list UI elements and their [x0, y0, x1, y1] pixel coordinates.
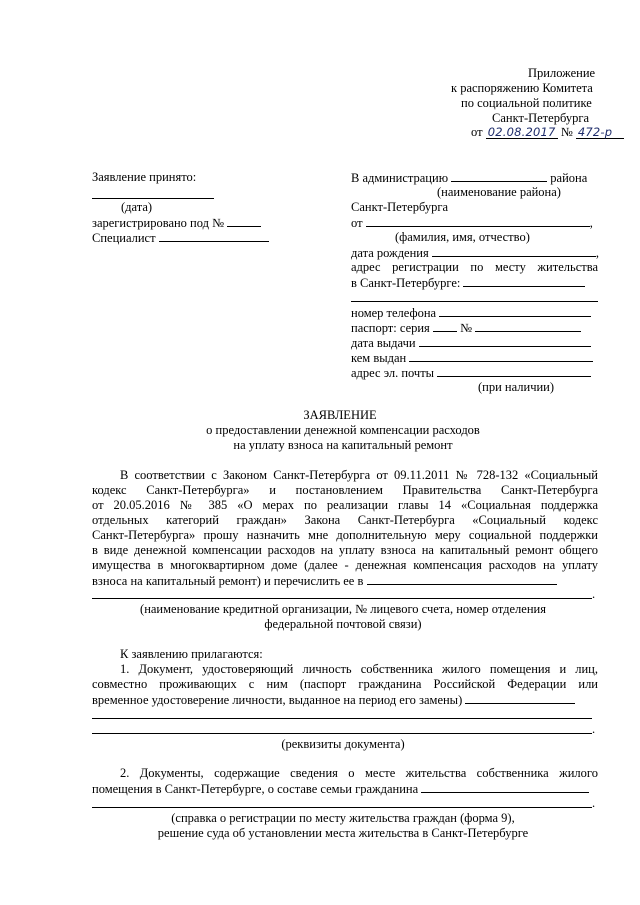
- title-main: ЗАЯВЛЕНИЕ: [303, 408, 377, 422]
- item1-line-period: .: [592, 722, 596, 736]
- birth-line: дата рождения ,: [351, 246, 599, 260]
- specialist-line: Специалист: [92, 230, 269, 246]
- from-line: от ,: [351, 216, 593, 230]
- fio-caption: (фамилия, имя, отчество): [395, 230, 530, 244]
- order-number-prefix: №: [560, 125, 573, 139]
- passport-number-field[interactable]: [475, 320, 581, 332]
- passport-line: паспорт: серия №: [351, 320, 581, 336]
- body-line-8: взноса на капитальный ремонт) и перечислить ее в: [92, 573, 557, 589]
- appendix-order-line: [471, 125, 624, 140]
- bank-caption-2: федеральной почтовой связи): [264, 617, 422, 631]
- body-line-1: В соответствии с Законом Санкт-Петербурга от 09.11.2011 № 728-132 «Социальный: [120, 468, 598, 482]
- item2-line-2: помещения в Санкт-Петербурге, о составе семьи гражданина: [92, 781, 589, 797]
- birth-date-field[interactable]: [432, 245, 596, 257]
- city-label: Санкт-Петербурга: [351, 200, 449, 214]
- attachments-heading: К заявлению прилагаются:: [120, 647, 263, 661]
- admin-line: В администрацию района: [351, 171, 588, 185]
- address-line-2: в Санкт-Петербурге:: [351, 275, 585, 291]
- body-line-6: в виде денежной компенсации расходов на уплату взноса на капитальный ремонт общего: [92, 543, 598, 557]
- passport-series-field[interactable]: [433, 320, 457, 332]
- item2-line-period: .: [592, 796, 596, 810]
- title-subtitle-1: о предоставлении денежной компенсации расходов: [206, 423, 480, 437]
- phone-line: номер телефона: [351, 305, 591, 321]
- district-caption: (наименование района): [437, 185, 561, 199]
- bank-caption-1: (наименование кредитной организации, № лицевого счета, номер отделения: [140, 602, 546, 616]
- registration-number-field[interactable]: [227, 215, 261, 227]
- issue-date-field[interactable]: [419, 335, 591, 347]
- phone-field[interactable]: [439, 305, 591, 317]
- body-line-4: отдельных категорий граждан» Закона Санкт-Петербурга «Социальный кодекс: [92, 513, 598, 527]
- order-date-handwritten: 02.08.2017: [486, 126, 558, 139]
- item1-document-field[interactable]: [465, 692, 575, 704]
- document-details-caption: (реквизиты документа): [281, 737, 405, 751]
- address-continuation-line[interactable]: [351, 301, 598, 302]
- accepted-label: Заявление принято:: [92, 170, 197, 184]
- item2-caption-2: решение суда об установлении места жительства в Санкт-Петербурге: [157, 826, 529, 840]
- item1-line-1: 1. Документ, удостоверяющий личность собственника жилого помещения и лиц,: [120, 662, 598, 676]
- district-field[interactable]: [451, 170, 547, 182]
- item1-line-3: временное удостоверение личности, выданное на период его замены): [92, 692, 575, 708]
- item1-line-2: совместно проживающих с ним (паспорт гражданина Российской Федерации или: [92, 677, 598, 691]
- date-line[interactable]: [92, 198, 214, 199]
- address-field[interactable]: [463, 275, 585, 287]
- item2-continuation-line[interactable]: [92, 807, 592, 808]
- order-number-handwritten: 472-р: [576, 126, 624, 139]
- bank-line-period: .: [592, 587, 596, 601]
- item2-caption-1: (справка о регистрации по месту жительства граждан (форма 9),: [171, 811, 515, 825]
- item2-family-field[interactable]: [421, 781, 589, 793]
- item1-line-b[interactable]: [92, 733, 592, 734]
- appendix-line-2: к распоряжению Комитета: [451, 81, 593, 95]
- body-line-3: от 20.05.2016 № 385 «О мерах по реализации главы 14 «Социальная поддержка: [92, 498, 598, 512]
- bank-continuation-line[interactable]: [92, 598, 592, 599]
- issue-date-line: дата выдачи: [351, 335, 591, 351]
- registration-line: зарегистрировано под №: [92, 215, 261, 231]
- email-optional-caption: (при наличии): [478, 380, 555, 394]
- issued-by-line: кем выдан: [351, 350, 593, 366]
- email-line: адрес эл. почты: [351, 365, 591, 381]
- body-line-2: кодекс Санкт-Петербурга» и постановлением Правительства Санкт-Петербурга: [92, 483, 598, 497]
- item1-line-a[interactable]: [92, 718, 592, 719]
- title-subtitle-2: на уплату взноса на капитальный ремонт: [233, 438, 453, 452]
- date-caption: (дата): [121, 200, 153, 214]
- specialist-field[interactable]: [159, 230, 269, 242]
- address-label-1: адрес регистрации по месту жительства: [351, 260, 598, 274]
- fio-field[interactable]: [366, 215, 590, 227]
- item2-line-1: 2. Документы, содержащие сведения о месте жительства собственника жилого: [120, 766, 598, 780]
- appendix-title: Приложение: [528, 66, 596, 80]
- bank-field[interactable]: [367, 573, 557, 585]
- order-date-prefix: от: [471, 125, 483, 139]
- issued-by-field[interactable]: [409, 350, 593, 362]
- appendix-line-3: по социальной политике: [461, 96, 592, 110]
- appendix-line-4: Санкт-Петербурга: [492, 111, 590, 125]
- body-line-5: Санкт-Петербурга» прошу назначить мне дополнительную меру социальной поддержки: [92, 528, 598, 542]
- email-field[interactable]: [437, 365, 591, 377]
- body-line-7: имущества в многоквартирном доме (далее - денежная компенсация расходов на уплату: [92, 558, 598, 572]
